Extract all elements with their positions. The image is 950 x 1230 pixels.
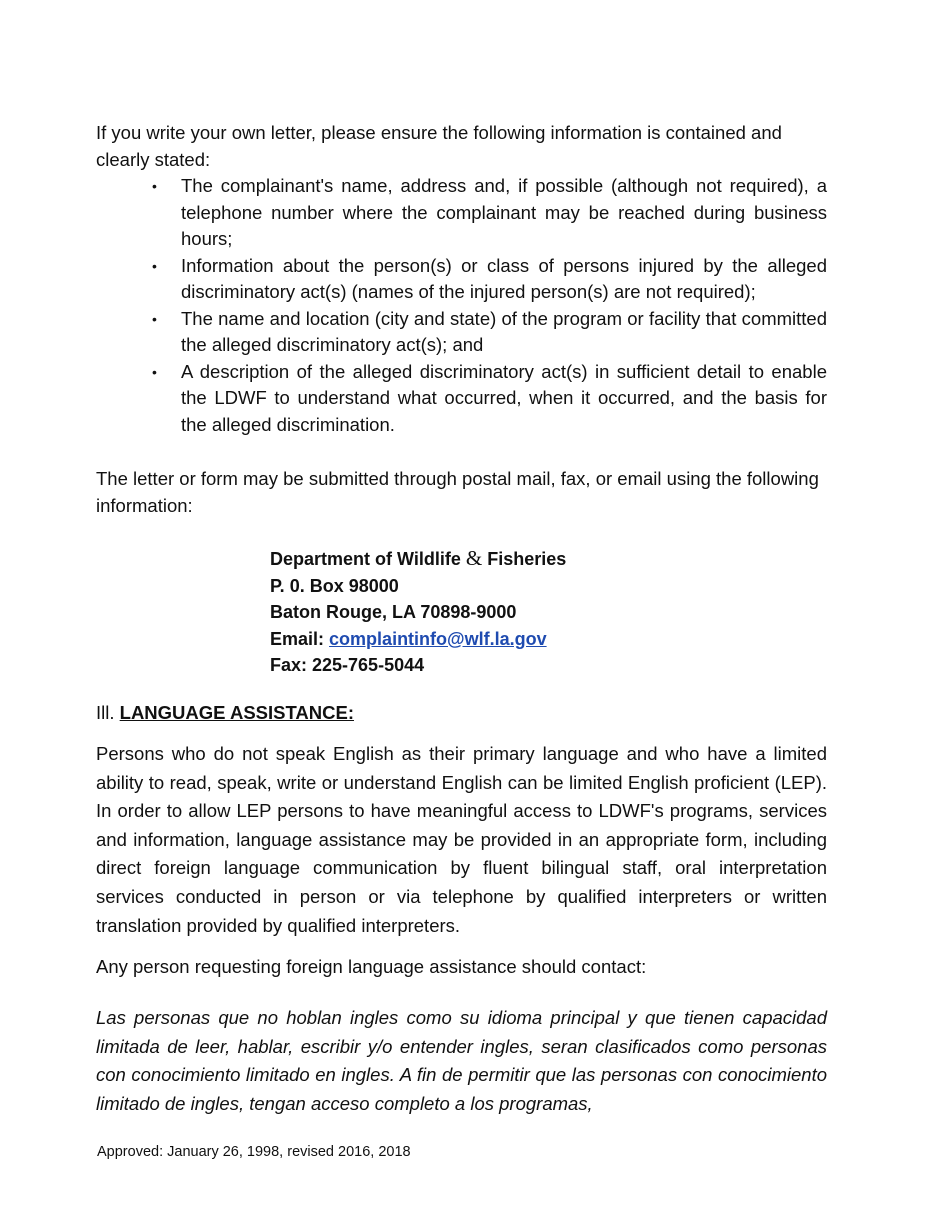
requirements-list (152, 173, 827, 438)
bullet-icon: • (152, 363, 157, 380)
bullet-icon: • (152, 257, 157, 274)
fax-line: Fax: 225-765-5044 (270, 655, 425, 675)
list-item (152, 253, 827, 306)
bullet-icon: • (152, 178, 157, 194)
section-heading (96, 700, 354, 726)
lep-paragraph: Persons who do not speak English as their primary language and who have a limited ability to read, speak, write or understand English can be limited English proficient (LEP). In order to allow LEP persons to have meaningful access to LDWF's programs, services and information, language assistance may be provided in an appropriate form, including direct foreign language communication by fluent bilingual staff, oral interpretation services conducted in person or via telephone by qualified interpreters or written translation provided by qualified interpreters. (96, 743, 827, 936)
email-link[interactable]: complaintinfo@wlf.la.gov (329, 628, 547, 649)
ampersand: & (465, 546, 483, 570)
list-item (152, 359, 827, 439)
contact-paragraph: Any person requesting foreign language assistance should contact: (96, 956, 647, 977)
bullet-icon: • (152, 310, 157, 327)
intro-paragraph: If you write your own letter, please ensure the following information is contained and clearly stated: (96, 122, 782, 170)
spanish-paragraph: Las personas que no hoblan ingles como su idioma principal y que tienen capacidad limitada de leer, hablar, escribir y/o entender ingles, seran clasificados como personas con conocimiento limitado en ingles. A fin de permitir que las personas con conocimiento limitado de ingles, tengan acceso completo a los programas, (96, 1007, 827, 1114)
list-item (152, 173, 827, 253)
mailing-address (270, 545, 690, 679)
approval-footer: Approved: January 26, 1998, revised 2016, 2018 (97, 1144, 411, 1160)
email-line (270, 626, 690, 653)
list-item (152, 306, 827, 359)
email-label: Email: (270, 628, 325, 649)
list-item-text: The complainant's name, address and, if possible (although not required), a telephone number where the complainant may be reached during business hours; (181, 175, 827, 249)
list-item-text: The name and location (city and state) of the program or facility that committed the alleged discriminatory act(s); and (181, 307, 827, 355)
city-state-zip: Baton Rouge, LA 70898-9000 (270, 602, 517, 622)
department-name: Department of Wildlife & Fisheries (270, 546, 567, 570)
submission-paragraph: The letter or form may be submitted through postal mail, fax, or email using the following information: (96, 468, 819, 516)
list-item-text: Information about the person(s) or class of persons injured by the alleged discriminatory act(s) (names of the injured person(s) are not required); (181, 254, 827, 302)
po-box: P. 0. Box 98000 (270, 575, 399, 596)
list-item-text: A description of the alleged discriminatory act(s) in sufficient detail to enable the LDWF to understand what occurred, when it occurred, and the basis for the alleged discrimination. (181, 360, 827, 435)
section-number: Ill. (96, 702, 115, 723)
section-title: LANGUAGE ASSISTANCE: (119, 702, 354, 723)
